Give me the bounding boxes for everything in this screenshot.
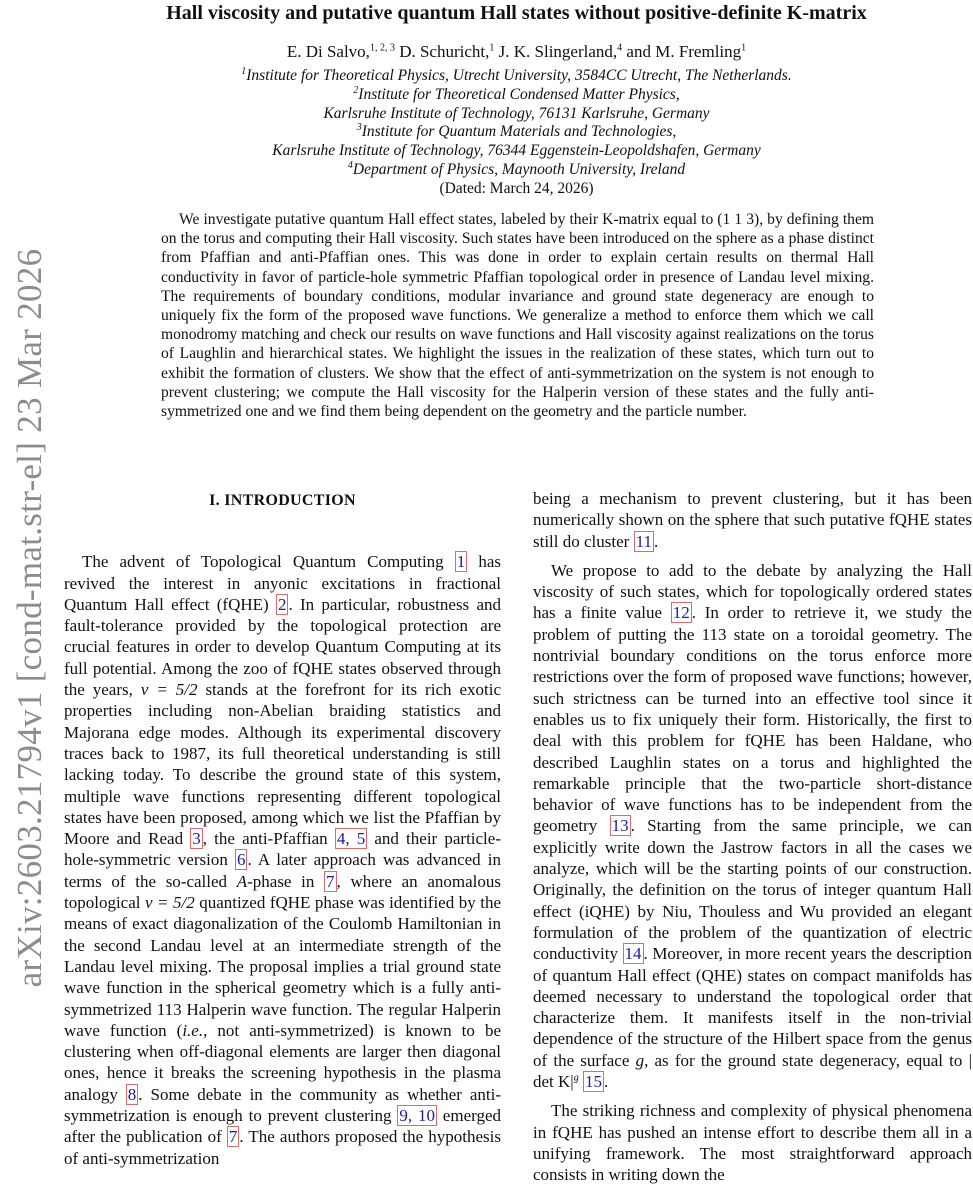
author-affil-sup: 4 — [617, 42, 623, 54]
affiliation-line — [60, 161, 973, 180]
affiliation-text: Karlsruhe Institute of Technology, 76344 Eggenstein-Leopoldshafen, Germany — [272, 142, 761, 160]
text-run: . In order to retrieve it, we study the problem of putting the 113 state on a toroidal geometry. The nontrivial boundary conditions on the torus enforce more restrictions over the form of proposed wave functions; however, such strictness can be turned into an effective tool since it enables us to fix uniquely their form. Historically, the first to deal with this problem for fQHE has been Haldane, who described Laughlin states on a torus and highlighted the remarkable principle that the two-particle short-distance behavior of wave functions has to be independent from the geometry — [533, 603, 972, 836]
text-run: stands at the forefront for its rich exotic properties including non-Abelian braiding statistics and Majorana edge modes. Although its experimental discovery traces back to 1987, its full theoretical understanding is still lacking today. To describe the ground state of this system, multiple wave functions representing different topological states have been proposed, among which we list the Pfaffian by Moore and Read — [64, 680, 501, 849]
author-name: D. Schuricht, — [399, 42, 490, 61]
citation-number: 10 — [417, 1106, 435, 1126]
text-run: emerged after the publication of — [64, 1106, 502, 1147]
citation-number: 5 — [356, 829, 366, 849]
author-name: J. K. Slingerland, — [498, 42, 618, 61]
math-det: | det K| — [533, 1050, 972, 1092]
section-heading: I. INTRODUCTION — [209, 492, 356, 509]
citation-link[interactable]: 15 — [584, 1072, 602, 1092]
citation-number: 4 — [336, 829, 346, 849]
citation-link[interactable]: 7 — [228, 1127, 238, 1147]
citation-link[interactable]: 11 — [635, 531, 652, 551]
citation-link[interactable]: 1 — [456, 552, 466, 572]
text-run: . Some debate in the community as whether anti-symmetrization is enough to prevent clustering — [64, 1084, 501, 1126]
text-run: being a mechanism to prevent clustering, but it has been numerically shown on the sphere that such putative fQHE states still do cluster — [533, 489, 972, 551]
text-run: . The authors proposed the hypothesis of anti-symmetrization — [64, 1127, 501, 1168]
author-affil-sup: 1 — [741, 42, 747, 54]
text-run: . Moreover, in more recent years the description of quantum Hall effect (QHE) states on compact manifolds has deemed necessary to understand the topological order that characterize them. It manifests itself in the non-trivial dependence of the structure of the Hilbert space from the genus of the surface — [533, 944, 972, 1070]
affiliation-line — [60, 142, 973, 161]
text-run: -phase in — [247, 871, 325, 891]
math-inline: ν = 5/2 — [145, 893, 195, 913]
abstract: We investigate putative quantum Hall effect states, labeled by their K-matrix equal to (1 1 3), by defining them on the torus and computing their Hall viscosity. Such states have been introduced on the sphere as a phase distinct from Pfaffian and anti-Pfaffian ones. This was done in order to explain certain results on thermal Hall conductivity in favor of particle-hole symmetric Pfaffian topological order in presence of Landau level mixing. The requirements of boundary conditions, modular invariance and ground state degeneracy are enough to uniquely fix the form of the proposed wave functions. We generalize a method to enforce them which we call monodromy matching and check our results on wave functions and Hall viscosity against realizations on the torus of Laughlin and hierarchical states. We highlight the issues in the realization of these states, which turn out to exhibit the formation of clusters. We show that the effect of anti-symmetrization on the system is not enough to prevent clustering; we compute the Hall viscosity for the Halperin version of these states and the fully anti-symmetrized one and we find them being dependent on the geometry and the particle number. — [161, 211, 874, 421]
left-column — [64, 488, 501, 1169]
affiliation-text: Karlsruhe Institute of Technology, 76131 Karlsruhe, Germany — [323, 104, 710, 122]
body-paragraph — [533, 1100, 972, 1185]
text-run: and their particle-hole-symmetric version — [64, 829, 501, 870]
text-run: . — [603, 1072, 609, 1092]
arxiv-sidebar — [0, 0, 60, 1200]
italic-text: i.e. — [182, 1020, 204, 1040]
author-affil-sup: 1 — [489, 42, 495, 54]
math-inline: A — [236, 871, 248, 891]
affiliation-text: Department of Physics, Maynooth University, Ireland — [352, 160, 686, 178]
citation-link[interactable]: 2 — [277, 594, 287, 614]
affiliation-sup: 4 — [347, 159, 353, 171]
text-run: has revived the interest in anyonic excitations in fractional Quantum Hall effect (fQHE) — [64, 552, 501, 614]
affiliation-text: Institute for Theoretical Physics, Utrecht University, 3584CC Utrecht, The Netherlands. — [246, 67, 792, 84]
text-run: . In particular, robustness and fault-tolerance provided by the topological protection are crucial features in order to develop Quantum Computing at its full potential. Among the zoo of fQHE states observed through the years, — [64, 594, 501, 700]
author-affil-sup: 1, 2, 3 — [369, 42, 395, 54]
affiliation-line — [60, 67, 973, 86]
citation-link[interactable]: 14 — [624, 944, 642, 964]
citation-number: 9 — [399, 1106, 408, 1126]
arxiv-identifier: arXiv:2603.21794v1 [cond-mat.str-el] 23 Mar 2026 — [10, 248, 49, 988]
intro-paragraph — [64, 551, 501, 1169]
citation-link[interactable]: 7 — [326, 871, 335, 891]
citation-link[interactable]: 8 — [127, 1084, 137, 1104]
affiliation-list — [60, 67, 973, 180]
affiliation-line — [60, 123, 973, 142]
text-run: , where an anomalous topological — [64, 871, 501, 913]
text-run: The advent of Topological Quantum Computing — [82, 552, 455, 572]
author-name: and M. Fremling — [626, 42, 742, 61]
citation-link[interactable]: 12 — [672, 603, 690, 623]
text-run: We propose to add to the debate by analyzing the Hall viscosity of such states, which for topologically ordered states has a finite value — [533, 560, 972, 623]
affiliation-sup: 3 — [356, 122, 362, 134]
continued-paragraph — [533, 488, 972, 552]
text-run: . — [653, 531, 659, 551]
text-run: . A later approach was advanced in terms of the so-called — [64, 850, 501, 891]
affiliation-text: Institute for Quantum Materials and Technologies, — [361, 123, 677, 141]
paper-title: Hall viscosity and putative quantum Hall states without positive-definite K-matrix — [166, 2, 867, 24]
text-run: , the anti-Pfaffian — [202, 829, 335, 849]
citation-link[interactable]: 3 — [192, 829, 201, 849]
right-column — [533, 488, 972, 1186]
citation-link[interactable]: 9, 10 — [399, 1106, 435, 1126]
affiliation-text: Institute for Theoretical Condensed Matter Physics, — [358, 85, 680, 103]
affiliation-line — [60, 105, 973, 124]
body-paragraph — [533, 560, 972, 1092]
affiliation-sup: 2 — [353, 84, 359, 96]
citation-link[interactable]: 4, 5 — [336, 829, 366, 849]
affiliation-line — [60, 86, 973, 105]
text-run: quantized fQHE phase was identified by the means of exact diagonalization of the Coulomb Hamiltonian in the second Landau level at an intermediate strength of the Landau level mixing. The proposal implies a trial ground state wave function in the spherical geometry which is a fully anti-symmetrized 113 Halperin wave function. The regular Halperin wave function ( — [64, 893, 502, 1040]
author-list — [60, 42, 973, 62]
dated-line: (Dated: March 24, 2026) — [439, 180, 594, 197]
math-inline: ν = 5/2 — [140, 680, 198, 700]
text-run: . Starting from the same principle, we can explicitly write down the Jastrow factors in all the cases we analyze, which will be the starting points of our construction. Originally, the definition on the torus of integer quantum Hall effect (iQHE) by Niu, Thouless and Wu provided an elegant formulation of the problem of the quantization of electric conductivity — [533, 816, 972, 964]
affiliation-sup: 1 — [241, 65, 247, 77]
text-run: The striking richness and complexity of physical phenomena in fQHE has pushed an intense effort to describe them all in a unifying framework. The most straightforward approach consists in writing down the — [533, 1101, 972, 1185]
math-inline: g — [635, 1050, 645, 1070]
text-run: , as for the ground state degeneracy, equal to — [644, 1050, 969, 1070]
author-name: E. Di Salvo, — [286, 42, 370, 61]
math-exponent: g — [573, 1072, 579, 1084]
citation-link[interactable]: 13 — [611, 816, 629, 836]
text-run: , not anti-symmetrized) is known to be clustering when off-diagonal elements are larger then diagonal ones, hence it breaks the screening hypothesis in the plasma analogy — [64, 1020, 501, 1104]
citation-link[interactable]: 6 — [236, 850, 246, 870]
